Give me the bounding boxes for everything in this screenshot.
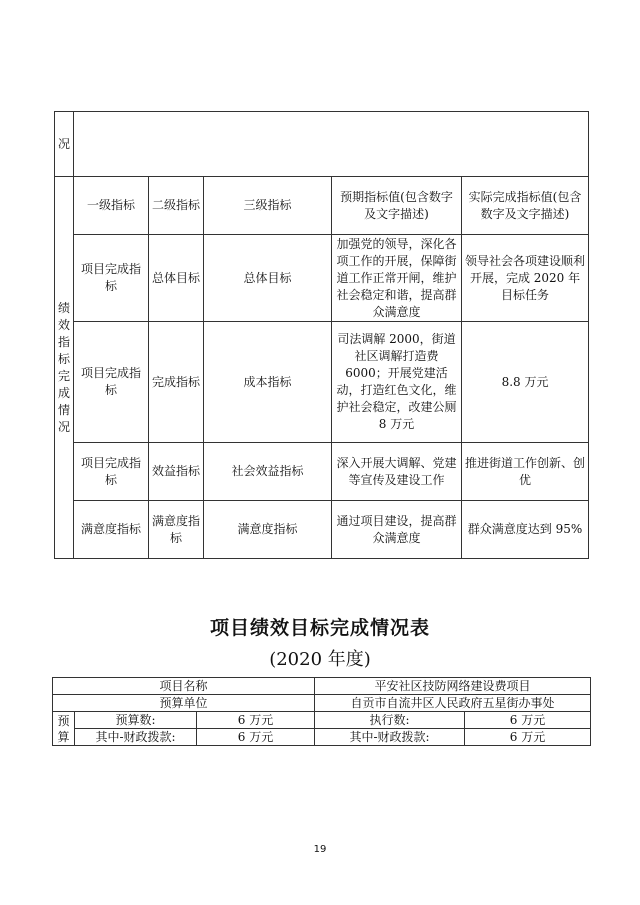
header-expected: 预期指标值(包含数字及文字描述) <box>332 177 462 235</box>
side-label-char: 指 <box>58 334 71 349</box>
status-content-cell <box>74 112 589 177</box>
table-cell: 司法调解 2000，街道社区调解打造费 6000；开展党建活动，打造红色文化，维护社会稳定，改建公厕 8 万元 <box>332 322 462 443</box>
side-label-char: 完 <box>58 368 71 383</box>
header-level1: 一级指标 <box>74 177 149 235</box>
table-cell: 效益指标 <box>149 443 204 501</box>
table-cell: 深入开展大调解、党建等宣传及建设工作 <box>332 443 462 501</box>
table-cell: 项目完成指标 <box>74 443 149 501</box>
table-cell: 总体目标 <box>204 235 332 322</box>
performance-indicator-table <box>54 111 589 559</box>
status-label-cell <box>55 112 74 177</box>
table-cell: 总体目标 <box>149 235 204 322</box>
budget-unit-label: 预算单位 <box>53 695 315 712</box>
fiscal-allocation-value-2: 6 万元 <box>465 729 591 746</box>
side-label-char: 标 <box>58 351 71 366</box>
table-cell: 完成指标 <box>149 322 204 443</box>
table-cell: 8.8 万元 <box>462 322 589 443</box>
fiscal-allocation-value: 6 万元 <box>197 729 315 746</box>
side-label-char: 况 <box>58 419 71 434</box>
side-label-char: 成 <box>58 385 71 400</box>
header-actual: 实际完成指标值(包含数字及文字描述) <box>462 177 589 235</box>
table-cell: 社会效益指标 <box>204 443 332 501</box>
page-title: 项目绩效目标完成情况表 <box>209 617 430 639</box>
table-cell: 加强党的领导，深化各项工作的开展，保障街道工作正常开闸，维护社会稳定和谐，提高群众满意度 <box>332 235 462 322</box>
table-cell: 成本指标 <box>204 322 332 443</box>
table-cell: 群众满意度达到 95% <box>462 501 589 559</box>
table-cell: 满意度指标 <box>149 501 204 559</box>
table-cell: 满意度指标 <box>204 501 332 559</box>
fiscal-allocation-label: 其中-财政拨款: <box>75 729 197 746</box>
table-cell: 领导社会各项建设顺利开展，完成 2020 年目标任务 <box>462 235 589 322</box>
fiscal-allocation-label-2: 其中-财政拨款: <box>315 729 465 746</box>
project-name-label: 项目名称 <box>53 678 315 695</box>
table-cell: 项目完成指标 <box>74 235 149 322</box>
side-label-char: 情 <box>58 402 71 417</box>
table-cell: 通过项目建设，提高群众满意度 <box>332 501 462 559</box>
page-number: 19 <box>313 844 327 855</box>
table-cell: 推进街道工作创新、创优 <box>462 443 589 501</box>
budget-amount-label: 预算数: <box>75 712 197 729</box>
budget-side-label: 预算 <box>53 712 75 746</box>
header-level2: 二级指标 <box>149 177 204 235</box>
project-completion-table <box>52 677 591 746</box>
budget-unit-value: 自贡市自流井区人民政府五星街办事处 <box>315 695 591 712</box>
budget-amount-value: 6 万元 <box>197 712 315 729</box>
side-label-char: 绩 <box>58 300 71 315</box>
side-label-char: 效 <box>58 317 71 332</box>
exec-amount-value: 6 万元 <box>465 712 591 729</box>
table-cell: 满意度指标 <box>74 501 149 559</box>
exec-amount-label: 执行数: <box>315 712 465 729</box>
status-label: 况 <box>58 136 71 151</box>
side-label-cell <box>55 177 74 559</box>
project-name-value: 平安社区技防网络建设费项目 <box>315 678 591 695</box>
page-subtitle-year: (2020 年度) <box>269 649 371 670</box>
header-level3: 三级指标 <box>204 177 332 235</box>
table-cell: 项目完成指标 <box>74 322 149 443</box>
